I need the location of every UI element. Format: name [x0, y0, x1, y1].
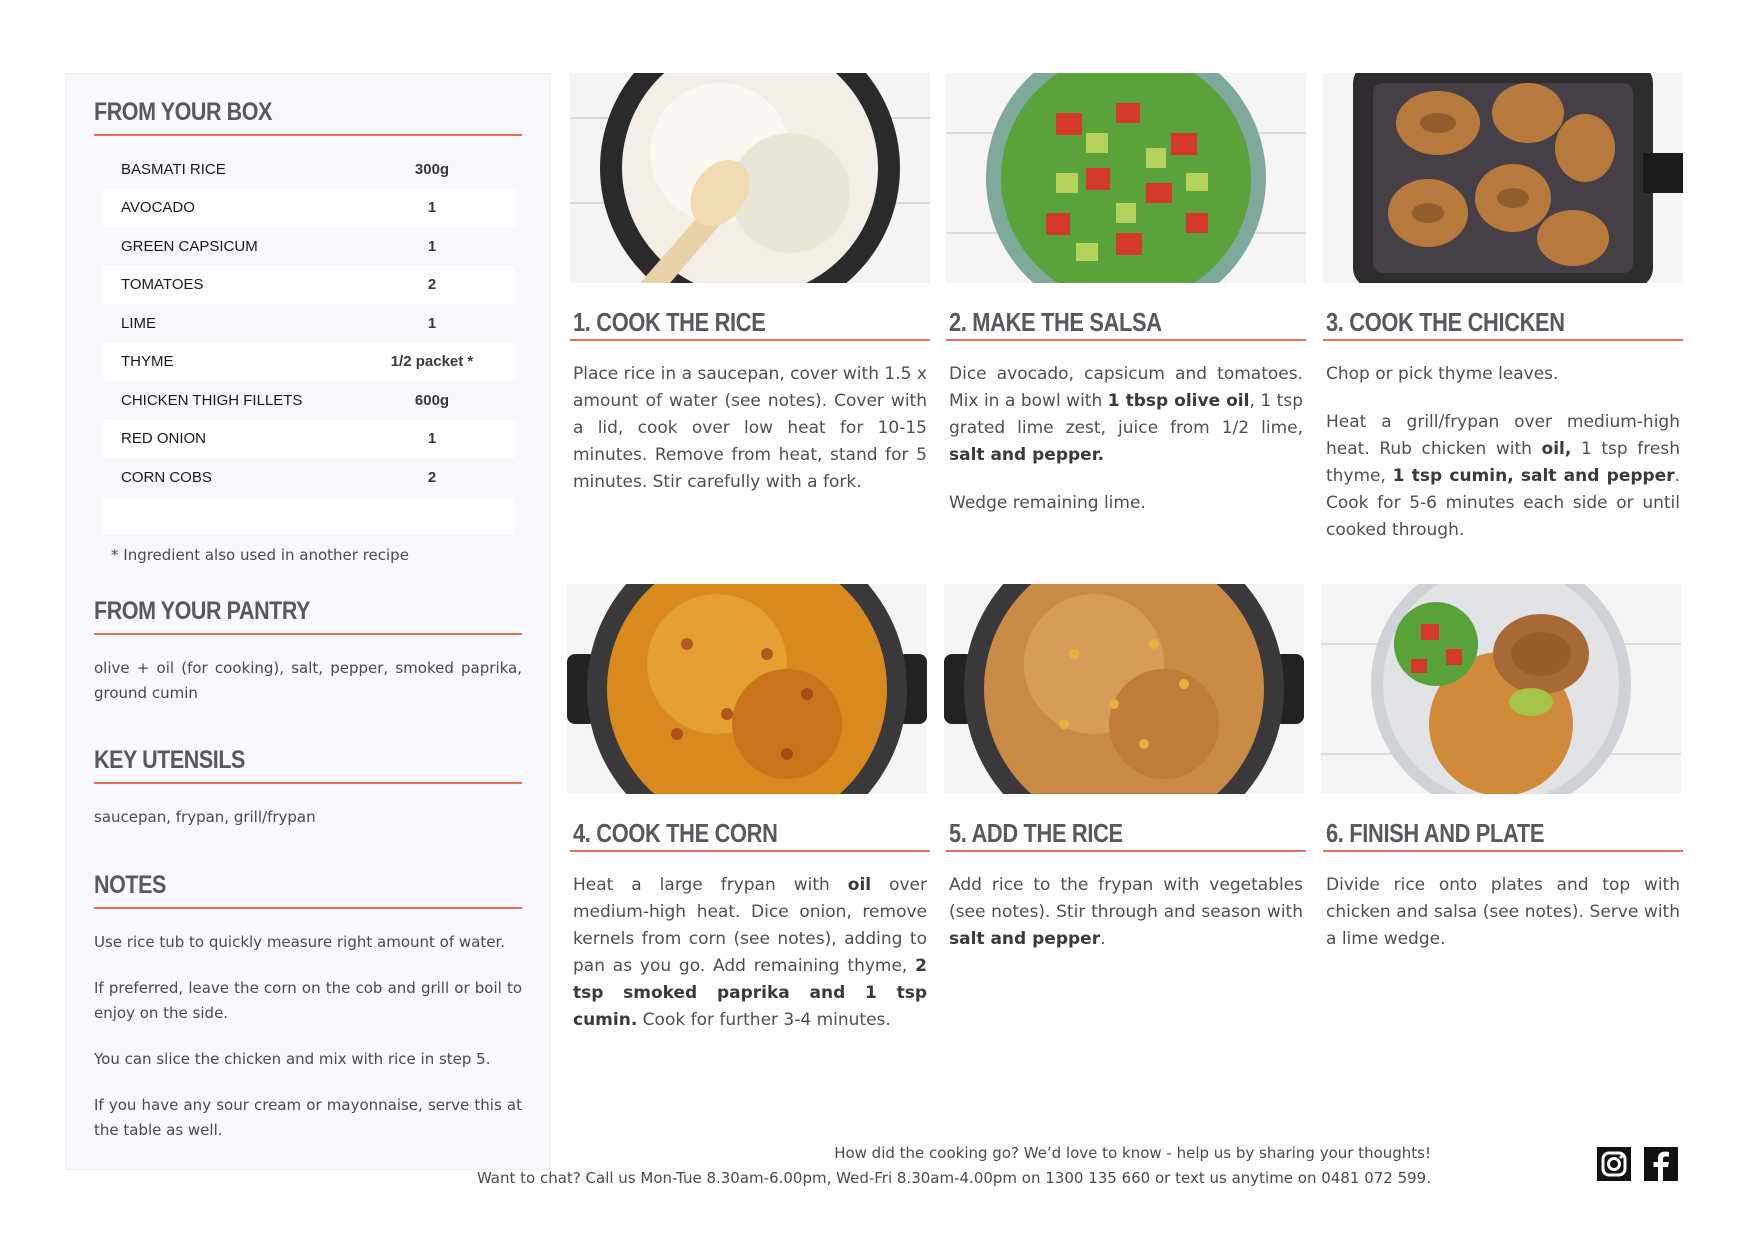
from-your-pantry-title: FROM YOUR PANTRY — [94, 597, 311, 625]
highlighted-ingredient: salt and pepper. — [949, 445, 1105, 465]
instruction-paragraph — [573, 872, 927, 1034]
instruction-text: Divide rice onto plates and top with chicken and salsa (see notes). Serve with a lime wedge. — [1326, 875, 1680, 949]
key-utensils-title: KEY UTENSILS — [94, 746, 245, 774]
rice-corn-frypan-photo — [944, 584, 1304, 794]
contact-info: Want to chat? Call us Mon-Tue 8.30am-6.00pm, Wed-Fri 8.30am-4.00pm on 1300 135 660 or text us anytime on 0481 072 599. — [476, 1169, 1431, 1187]
note-1: Use rice tub to quickly measure right amount of water. — [94, 933, 506, 951]
pantry-text: olive + oil (for cooking), salt, pepper, smoked paprika, ground cumin — [94, 659, 522, 702]
instruction-paragraph — [949, 872, 1303, 953]
ingredient-name: LIME — [121, 314, 157, 332]
section-divider — [94, 782, 522, 784]
highlighted-ingredient: salt and pepper — [949, 929, 1101, 949]
notes-title: NOTES — [94, 871, 166, 899]
note-3: You can slice the chicken and mix with rice in step 5. — [94, 1050, 491, 1068]
instruction-text: Chop or pick thyme leaves. — [1326, 364, 1559, 384]
ingredient-quantity: 1 — [427, 199, 437, 217]
step-instructions — [573, 872, 927, 1055]
step-instructions — [1326, 872, 1680, 974]
instruction-paragraph — [1326, 361, 1680, 388]
ingredient-quantity: 300g — [414, 160, 450, 178]
instruction-text: . Cook for 5-6 minutes each side or until cooked through. — [1326, 466, 1681, 540]
ingredient-row — [103, 497, 515, 536]
ingredient-name: TOMATOES — [121, 276, 204, 294]
ingredient-quantity: 1 — [427, 314, 437, 332]
highlighted-ingredient: oil, — [1541, 439, 1572, 459]
ingredient-name: THYME — [121, 353, 174, 371]
instruction-text: Dice avocado, capsicum and tomatoes. Mix in a bowl with — [949, 364, 1303, 411]
section-divider — [94, 134, 522, 136]
instruction-paragraph — [1326, 409, 1680, 544]
salsa-bowl-photo — [946, 73, 1306, 283]
step-title: 3. COOK THE CHICKEN — [1326, 307, 1565, 337]
ingredient-row — [103, 150, 515, 189]
instruction-paragraph — [949, 490, 1303, 517]
ingredient-row — [103, 189, 515, 228]
feedback-prompt: How did the cooking go? We’d love to know - help us by sharing your thoughts! — [834, 1144, 1431, 1162]
highlighted-ingredient: 2 tsp smoked paprika and 1 tsp cumin. — [573, 956, 927, 1030]
ingredient-name: CHICKEN THIGH FILLETS — [121, 391, 303, 409]
ingredient-row — [103, 227, 515, 266]
ingredient-quantity: 2 — [427, 468, 437, 486]
ingredient-row — [103, 304, 515, 343]
step-title: 2. MAKE THE SALSA — [949, 307, 1162, 337]
instruction-text: . — [1100, 929, 1106, 949]
step-title: 6. FINISH AND PLATE — [1326, 818, 1545, 848]
ingredient-row — [103, 381, 515, 420]
step-divider — [1323, 850, 1683, 852]
section-divider — [94, 633, 522, 635]
step-divider — [570, 850, 930, 852]
step-instructions — [1326, 361, 1680, 565]
instruction-text: Heat a large frypan with — [573, 875, 848, 895]
ingredient-row — [103, 420, 515, 459]
highlighted-ingredient: oil — [847, 875, 872, 895]
rice-in-saucepan-photo — [570, 73, 930, 283]
instruction-text: Cook for further 3-4 minutes. — [637, 1010, 891, 1030]
step-instructions — [949, 872, 1303, 974]
ingredient-row — [103, 266, 515, 305]
highlighted-ingredient: 1 tbsp olive oil — [1107, 391, 1250, 411]
ingredient-name: GREEN CAPSICUM — [121, 237, 258, 255]
step-divider — [946, 339, 1306, 341]
step-instructions — [949, 361, 1303, 538]
ingredients-panel — [66, 73, 550, 1170]
instruction-text: Heat a grill/frypan over medium-high heat. Rub chicken with — [1326, 412, 1680, 459]
ingredient-name: BASMATI RICE — [121, 160, 226, 178]
instruction-text: Place rice in a saucepan, cover with 1.5 x amount of water (see notes). Cover with a lid, cook over low heat for 10-15 minutes. Remove from heat, stand for 5 minutes. Stir carefully with a fork. — [573, 364, 927, 492]
ingredient-row — [103, 458, 515, 497]
ingredient-footnote: * Ingredient also used in another recipe — [111, 546, 409, 564]
instruction-paragraph — [573, 361, 927, 496]
ingredient-quantity: 1 — [427, 430, 437, 448]
facebook-icon[interactable] — [1643, 1146, 1679, 1182]
ingredients-table — [103, 150, 515, 535]
ingredient-quantity: 600g — [414, 391, 450, 409]
step-divider — [1323, 339, 1683, 341]
utensils-text: saucepan, frypan, grill/frypan — [94, 808, 316, 826]
corn-frypan-photo — [567, 584, 927, 794]
note-4: If you have any sour cream or mayonnaise, serve this at the table as well. — [94, 1096, 522, 1139]
instagram-icon[interactable] — [1596, 1146, 1632, 1182]
highlighted-ingredient: 1 tsp cumin, salt and pepper — [1392, 466, 1675, 486]
instruction-text: Add rice to the frypan with vegetables (see notes). Stir through and season with — [949, 875, 1303, 922]
ingredient-row — [103, 343, 515, 382]
chicken-grill-pan-photo — [1323, 73, 1683, 283]
step-title: 4. COOK THE CORN — [573, 818, 778, 848]
instruction-text: over medium-high heat. Dice onion, remove kernels from corn (see notes), adding to pan as you go. Add remaining thyme, — [573, 875, 927, 976]
ingredient-name: RED ONION — [121, 430, 207, 448]
ingredient-name: CORN COBS — [121, 468, 212, 486]
ingredient-quantity: 2 — [427, 276, 437, 294]
ingredient-quantity: 1/2 packet * — [390, 353, 474, 371]
note-2: If preferred, leave the corn on the cob and grill or boil to enjoy on the side. — [94, 979, 522, 1022]
instruction-text: Wedge remaining lime. — [949, 493, 1146, 513]
step-title: 1. COOK THE RICE — [573, 307, 766, 337]
ingredient-name: AVOCADO — [121, 199, 195, 217]
instruction-text: , 1 tsp grated lime zest, juice from 1/2 lime, — [949, 391, 1303, 438]
from-your-box-title: FROM YOUR BOX — [94, 98, 272, 126]
ingredient-quantity: 1 — [427, 237, 437, 255]
instruction-paragraph — [1326, 872, 1680, 953]
instruction-text: 1 tsp fresh thyme, — [1326, 439, 1680, 486]
plated-dish-photo — [1321, 584, 1681, 794]
step-divider — [946, 850, 1306, 852]
step-instructions — [573, 361, 927, 517]
section-divider — [94, 907, 522, 909]
step-title: 5. ADD THE RICE — [949, 818, 1123, 848]
instruction-paragraph — [949, 361, 1303, 469]
step-divider — [570, 339, 930, 341]
